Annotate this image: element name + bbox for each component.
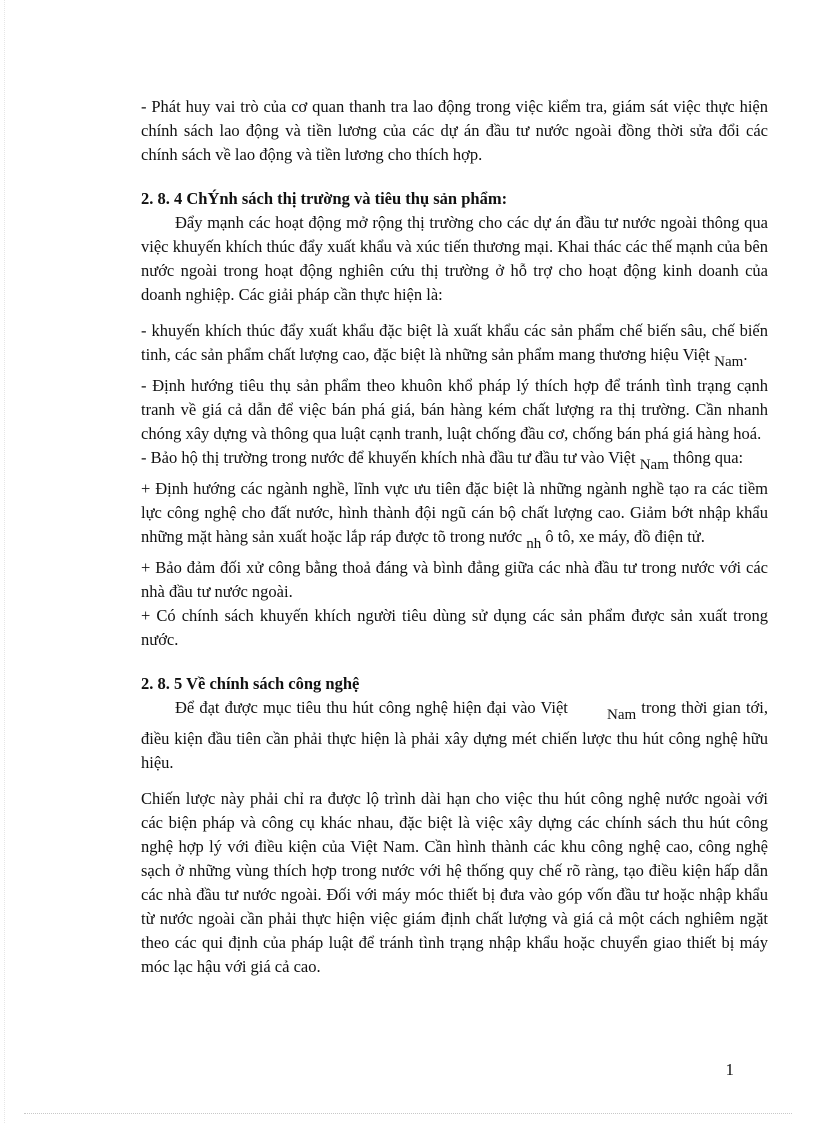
- sub-bullet-industries: + Định hướng các ngành nghề, lĩnh vực ưu tiên đặc biệt là những ngành nghề tạo ra các tiềm lực công nghệ cho đất nước, hình thành đội ngũ cán bộ chất lượng cao. Giảm bớt nhập khẩu những mặt hàng sản xuất hoặc lắp ráp được tõ trong nước nh ô tô, xe máy, đồ điện tử.: [141, 479, 768, 552]
- page-bottom-rule: [24, 1113, 792, 1114]
- heading-2-8-5: 2. 8. 5 Về chính sách công nghệ: [141, 674, 360, 693]
- page-number: 1: [725, 1060, 734, 1079]
- paragraph-inspection: - Phát huy vai trò của cơ quan thanh tra lao động trong việc kiểm tra, giám sát việc thực hiện chính sách lao động và tiền lương của các dự án đầu tư nước ngoài đồng thời sửa đổi các chính sách về lao động và tiền lương cho thích hợp.: [141, 97, 768, 164]
- paragraph-technology-strategy: Chiến lược này phải chỉ ra được lộ trình dài hạn cho việc thu hút công nghệ nước ngoài với các biện pháp và công cụ khác nhau, đặc biệt là việc xây dựng các chính sách thu hút công nghệ hợp lý với điều kiện của Việt Nam. Cần hình thành các khu công nghệ cao, công nghệ sạch ở những vùng thích hợp trong nước với hệ thống quy chế rõ ràng, tạo điều kiện hấp dẫn các nhà đầu tư nước ngoài. Đối với máy móc thiết bị đưa vào góp vốn đầu tư hoặc nhập khẩu từ nước ngoài cần phải thực hiện việc giám định chất lượng và giá cả một cách nghiêm ngặt theo các qui định của pháp luật để tránh tình trạng nhập khẩu hoặc chuyển giao thiết bị máy móc lạc hậu với giá cả cao.: [141, 789, 768, 976]
- heading-2-8-4: 2. 8. 4 ChÝnh sách thị trường và tiêu thụ sản phẩm:: [141, 189, 508, 208]
- margin-guide: [4, 0, 5, 1123]
- sub-bullet-fair-treatment: + Bảo đảm đối xử công bằng thoả đáng và bình đẳng giữa các nhà đầu tư trong nước với các nhà đầu tư nước ngoài.: [141, 558, 768, 601]
- paragraph-market-intro: Đẩy mạnh các hoạt động mở rộng thị trường cho các dự án đầu tư nước ngoài thông qua việc khuyến khích thúc đẩy xuất khẩu và xúc tiến thương mại. Khai thác các thế mạnh của bên nước ngoài trong hoạt động nghiên cứu thị trường ở hỗ trợ cho hoạt động kinh doanh của doanh nghiệp. Các giải pháp cần thực hiện là:: [141, 213, 768, 304]
- bullet-consumption: - Định hướng tiêu thụ sản phẩm theo khuôn khổ pháp lý thích hợp để tránh tình trạng cạnh tranh về giá cả dẫn để việc bán phá giá, bán hàng kém chất lượng ra thị trường. Cần nhanh chóng xây dựng và thông qua luật cạnh tranh, luật chống đầu cơ, chống bán phá giá hàng hoá.: [141, 376, 768, 443]
- bullet-protection: - Bảo hộ thị trường trong nước để khuyến khích nhà đầu tư đầu tư vào Việt Nam thông qua:: [141, 448, 744, 473]
- bullet-export: - khuyến khích thúc đẩy xuất khẩu đặc biệt là xuất khẩu các sản phẩm chế biến sâu, chế biến tinh, các sản phẩm chất lượng cao, đặc biệt là những sản phẩm mang thương hiệu Việt Nam.: [141, 321, 768, 370]
- body-text: [141, 95, 768, 979]
- sub-bullet-domestic-consumption: + Có chính sách khuyến khích người tiêu dùng sử dụng các sản phẩm được sản xuất trong nước.: [141, 606, 768, 649]
- paragraph-technology-goal: Để đạt được mục tiêu thu hút công nghệ hiện đại vào Việt Nam trong thời gian tới, điều kiện đầu tiên cần phải thực hiện là phải xây dựng mét chiến lược thu hút công nghệ hữu hiệu.: [141, 698, 768, 772]
